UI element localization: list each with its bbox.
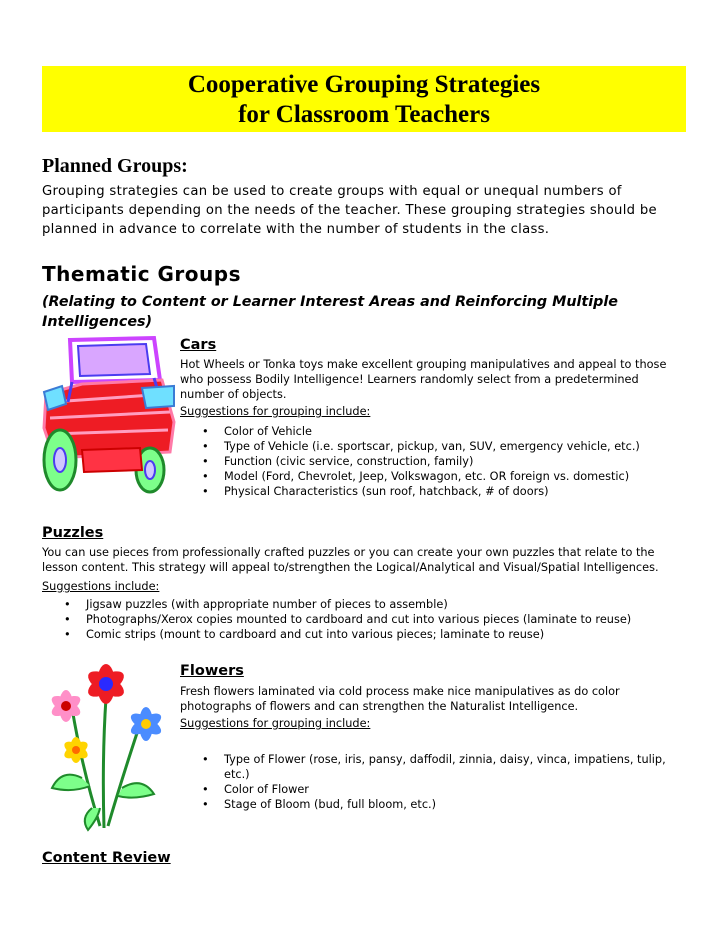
flowers-suggestions-label: Suggestions for grouping include:: [180, 717, 371, 730]
puzzles-suggestions-label: Suggestions include:: [42, 580, 160, 593]
cars-line-2: who possess Bodily Intelligence! Learners randomly select from a predetermined: [180, 373, 639, 386]
list-item: • Photographs/Xerox copies mounted to cardboard and cut into various pieces (laminate to reuse): [64, 612, 704, 627]
list-item: • Jigsaw puzzles (with appropriate number of pieces to assemble): [64, 597, 704, 612]
list-item: • Model (Ford, Chevrolet, Jeep, Volkswagon, etc. OR foreign vs. domestic): [202, 469, 692, 484]
toy-car-drawing: [42, 332, 177, 497]
puzzles-line-2: lesson content. This strategy will appeal to/strengthen the Logical/Analytical and Visual/Spatial Intelligences.: [42, 561, 659, 574]
cars-line-1: Hot Wheels or Tonka toys make excellent grouping manipulatives and appeal to those: [180, 358, 667, 371]
list-item: • Physical Characteristics (sun roof, hatchback, # of doors): [202, 484, 692, 499]
planned-line-1: Grouping strategies can be used to create groups with equal or unequal numbers of: [42, 184, 622, 199]
flowers-heading: Flowers: [180, 663, 244, 679]
title-banner: [42, 66, 686, 132]
cars-suggestions-label: Suggestions for grouping include:: [180, 405, 371, 418]
list-item: • Type of Vehicle (i.e. sportscar, pickup, van, SUV, emergency vehicle, etc.): [202, 439, 692, 454]
list-item: • Function (civic service, construction, family): [202, 454, 692, 469]
flowers-description: [180, 684, 700, 714]
puzzles-line-1: You can use pieces from professionally crafted puzzles or you can create your own puzzles that relate to the: [42, 546, 655, 559]
thematic-sub-line-2: Intelligences): [42, 314, 153, 330]
flowers-drawing: [42, 658, 172, 833]
flowers-line-2: photographs of flowers and can strengthen the Naturalist Intelligence.: [180, 700, 579, 713]
planned-groups-text: [42, 182, 692, 239]
planned-line-2: participants depending on the needs of the teacher. These grouping strategies should be: [42, 203, 657, 218]
flowers-line-1: Fresh flowers laminated via cold process make nice manipulatives as do color: [180, 685, 620, 698]
flowers-suggestions-list: [202, 752, 692, 812]
planned-line-3: planned in advance to correlate with the number of students in the class.: [42, 222, 550, 237]
title-line-1: Cooperative Grouping Strategies: [187, 71, 541, 98]
cars-heading: Cars: [180, 337, 217, 353]
flower-item-1-line-1: • Type of Flower (rose, iris, pansy, daffodil, zinnia, daisy, vinca, impatiens, tulip,: [224, 753, 666, 766]
list-item: [202, 752, 692, 782]
thematic-subheading: [42, 292, 642, 332]
puzzles-suggestions-list: [64, 597, 704, 642]
thematic-sub-line-1: (Relating to Content or Learner Interest Areas and Reinforcing Multiple: [42, 294, 618, 310]
cars-line-3: number of objects.: [180, 388, 287, 401]
content-review-heading: Content Review: [42, 850, 171, 866]
title-line-2: for Classroom Teachers: [238, 101, 490, 128]
cars-description: [180, 357, 700, 402]
planned-groups-heading: Planned Groups:: [42, 155, 188, 177]
puzzles-description: [42, 545, 712, 575]
list-item: • Color of Vehicle: [202, 424, 692, 439]
puzzles-heading: Puzzles: [42, 525, 104, 541]
thematic-groups-heading: Thematic Groups: [42, 262, 241, 286]
list-item: • Comic strips (mount to cardboard and cut into various pieces; laminate to reuse): [64, 627, 704, 642]
cars-suggestions-list: [202, 424, 692, 499]
list-item: • Stage of Bloom (bud, full bloom, etc.): [202, 797, 692, 812]
list-item: • Color of Flower: [202, 782, 692, 797]
flower-item-1-line-2: etc.): [224, 768, 250, 781]
